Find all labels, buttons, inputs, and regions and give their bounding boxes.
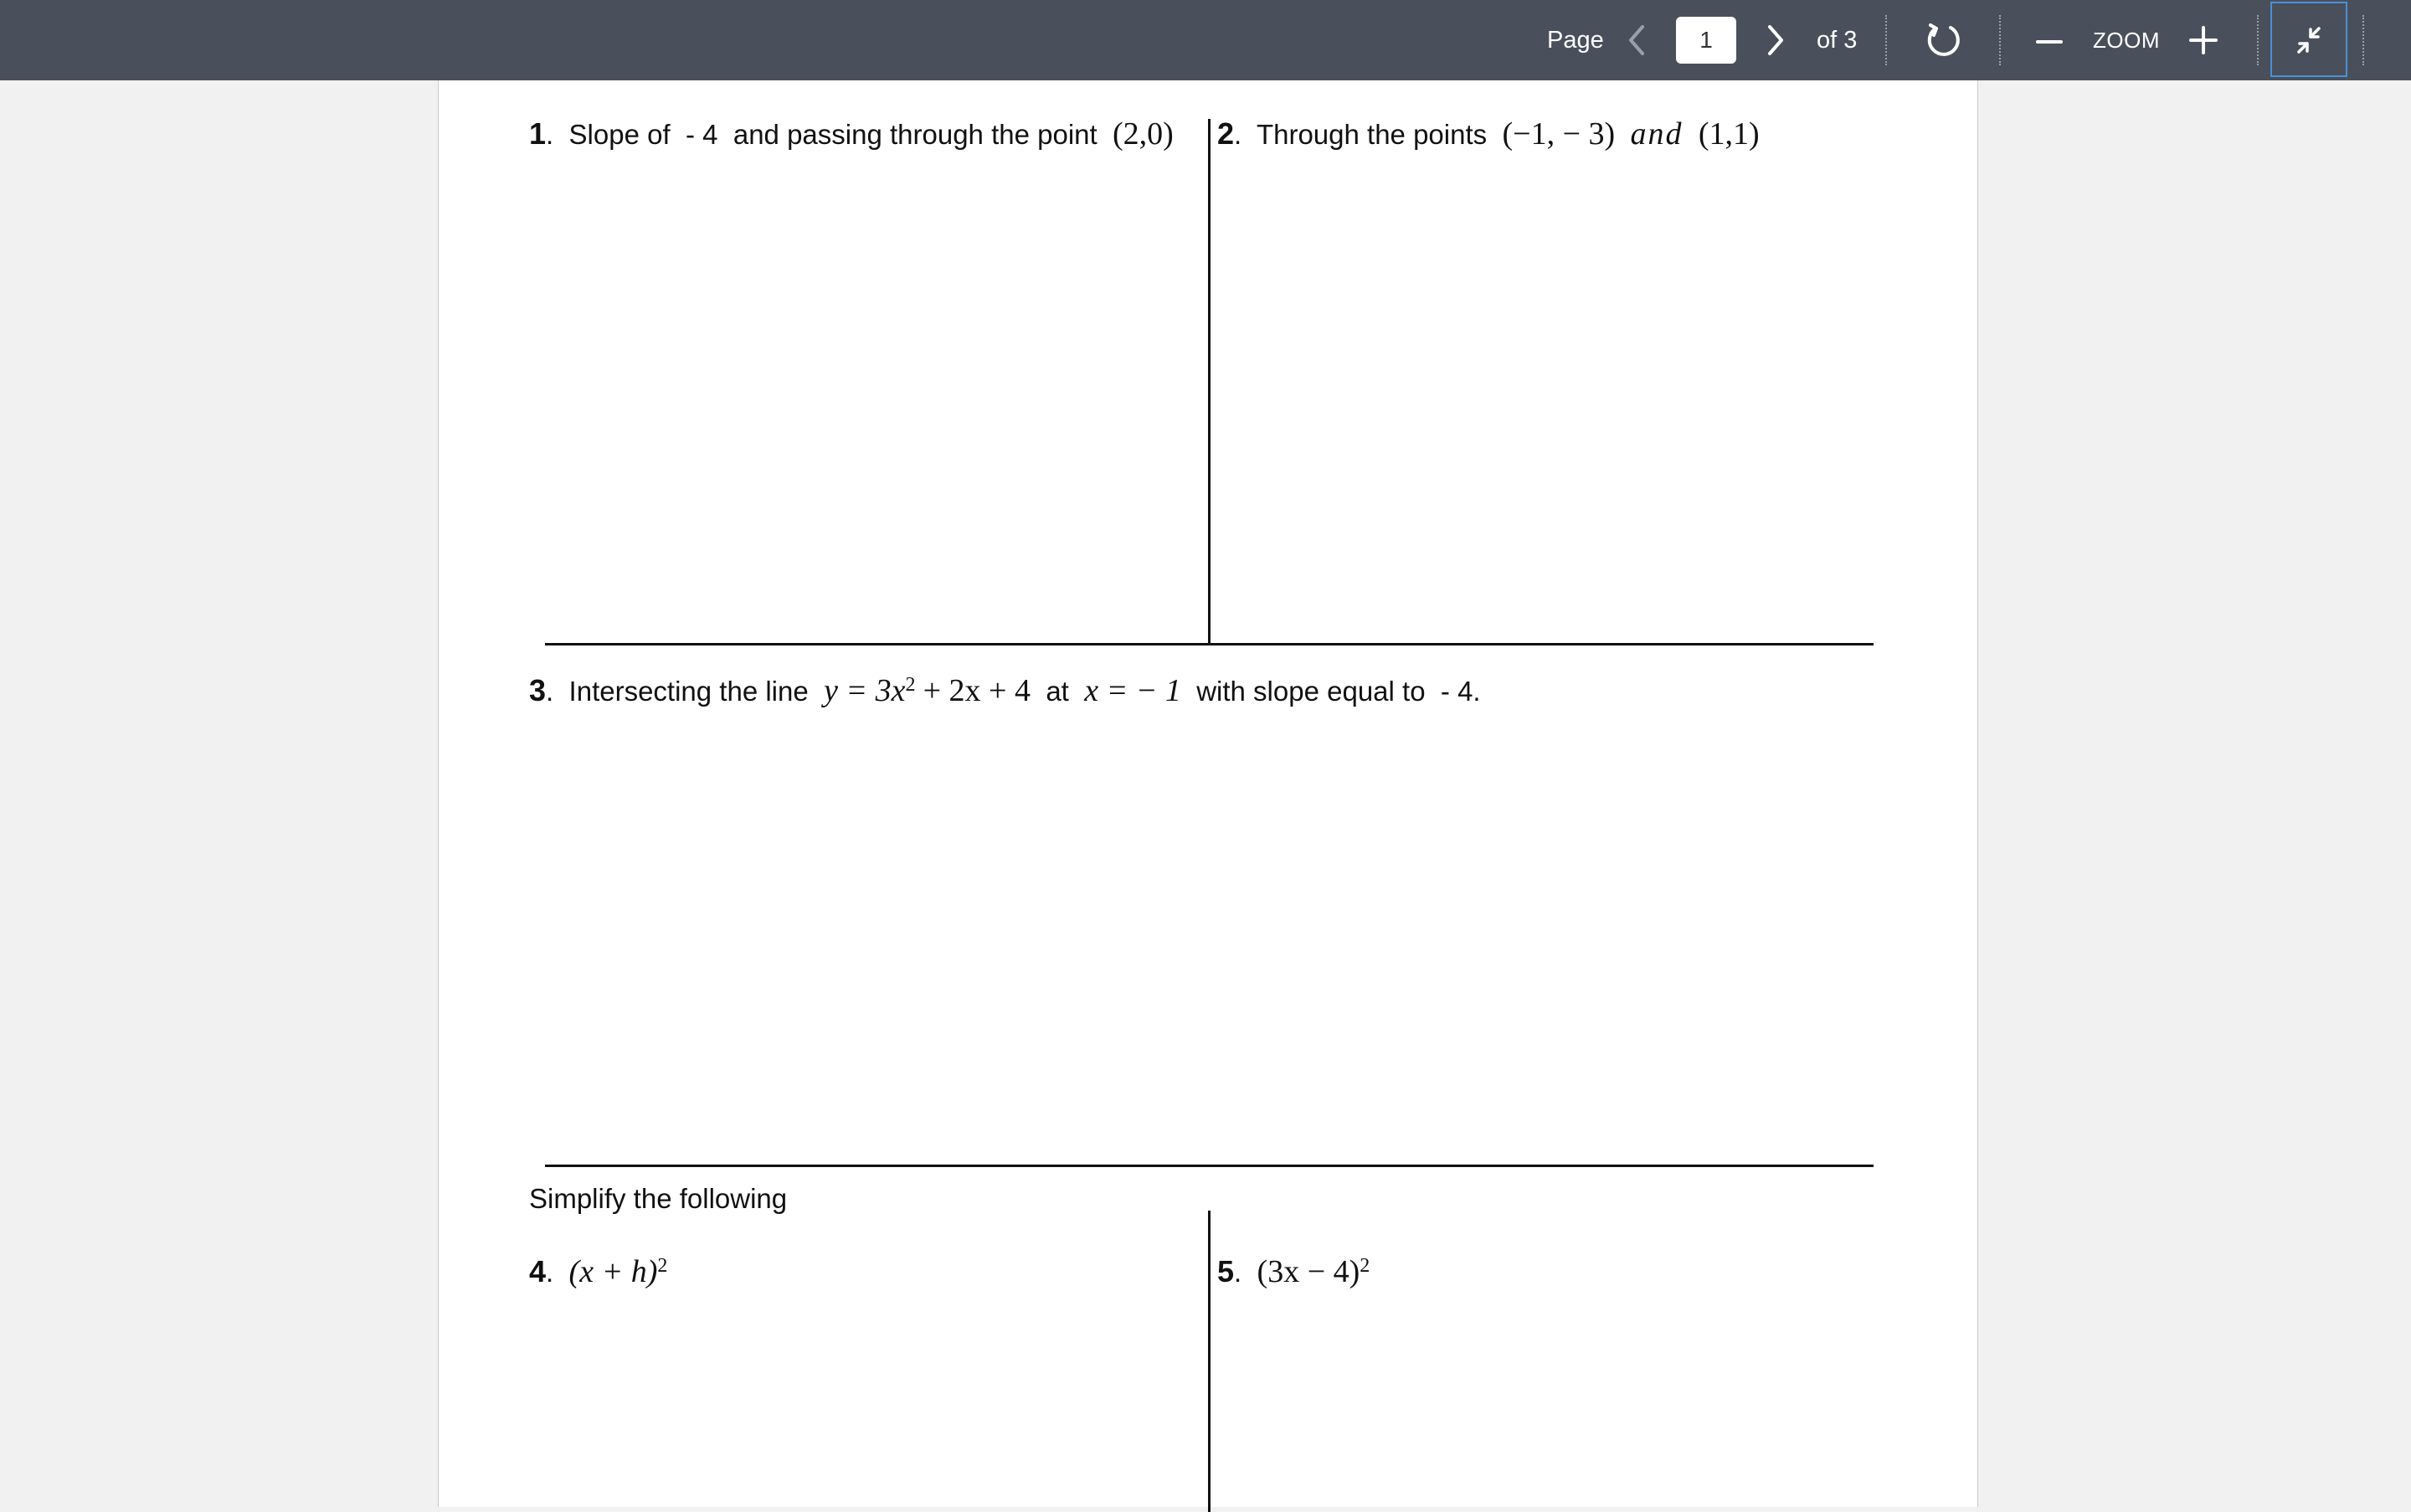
problem-text: Intersecting the line bbox=[568, 676, 809, 707]
conjunction: and bbox=[1630, 116, 1684, 152]
simplify-heading: Simplify the following bbox=[529, 1183, 788, 1214]
problem-5: 5. $(3x - 4)^2$ bbox=[1217, 1254, 1370, 1289]
document-page bbox=[438, 80, 1978, 1507]
exponent: 2 bbox=[905, 674, 916, 696]
problem-text: at bbox=[1046, 676, 1069, 707]
problem-1: 1. Slope of - 4 and passing through the point (2,0) bbox=[529, 116, 1174, 152]
zoom-label: ZOOM bbox=[2093, 28, 2160, 53]
problem-number: 3 bbox=[529, 673, 547, 707]
exponent: 2 bbox=[1360, 1255, 1370, 1277]
next-page-button[interactable] bbox=[1761, 22, 1790, 59]
problem-text: with slope equal to bbox=[1196, 676, 1426, 707]
column-divider bbox=[1208, 119, 1211, 645]
problem-number: 1 bbox=[529, 116, 547, 151]
expression: (3x − 4) bbox=[1257, 1254, 1360, 1289]
page-count-label: of 3 bbox=[1817, 27, 1858, 54]
x-value: x = − 1 bbox=[1084, 673, 1181, 708]
point-a: (−1, − 3) bbox=[1502, 116, 1616, 152]
expression: (x + h) bbox=[568, 1254, 658, 1289]
column-divider bbox=[1208, 1211, 1211, 1512]
equation: y = 3x bbox=[824, 673, 906, 708]
problem-text: Through the points bbox=[1256, 119, 1488, 150]
problem-text: and passing through the point bbox=[733, 119, 1098, 150]
toolbar-separator bbox=[1999, 15, 2001, 65]
collapse-icon bbox=[2272, 3, 2346, 75]
toolbar-separator bbox=[2362, 15, 2364, 65]
toolbar-separator bbox=[2257, 15, 2259, 65]
zoom-in-button[interactable] bbox=[2185, 20, 2222, 60]
problem-3: 3. Intersecting the line $y = 3x^2 + 2x + 4$ at x = − 1 with slope equal to - 4. bbox=[529, 673, 1481, 708]
problem-2: 2. Through the points (−1, − 3) and (1,1) bbox=[1217, 116, 1760, 152]
point: (2,0) bbox=[1113, 116, 1174, 152]
rotate-icon bbox=[1924, 18, 1964, 62]
problem-4: 4. $(x + h)^2$ bbox=[529, 1254, 668, 1289]
problem-number: 5 bbox=[1217, 1254, 1235, 1288]
exit-fullscreen-button[interactable] bbox=[2270, 2, 2347, 77]
plus-icon bbox=[2185, 20, 2222, 60]
viewer-toolbar bbox=[0, 0, 2411, 80]
exponent: 2 bbox=[657, 1255, 668, 1277]
zoom-out-button[interactable] bbox=[2031, 22, 2068, 59]
minus-icon bbox=[2031, 22, 2068, 59]
problem-text: Slope of bbox=[568, 119, 671, 150]
rotate-button[interactable] bbox=[1924, 18, 1964, 62]
equation-rest: + 2x + 4 bbox=[923, 673, 1031, 708]
problem-number: 2 bbox=[1217, 116, 1235, 151]
point-b: (1,1) bbox=[1698, 116, 1760, 152]
previous-page-button[interactable] bbox=[1622, 22, 1651, 59]
problem-number: 4 bbox=[529, 1254, 547, 1288]
slope-value: - 4 bbox=[685, 119, 718, 150]
chevron-right-icon bbox=[1761, 22, 1790, 59]
toolbar-separator bbox=[1885, 15, 1887, 65]
section-divider bbox=[545, 643, 1874, 645]
chevron-left-icon bbox=[1622, 22, 1651, 59]
section-divider bbox=[545, 1165, 1874, 1167]
slope-value: - 4. bbox=[1440, 676, 1481, 707]
page-number-input[interactable] bbox=[1676, 17, 1736, 64]
page-label: Page bbox=[1547, 27, 1604, 54]
